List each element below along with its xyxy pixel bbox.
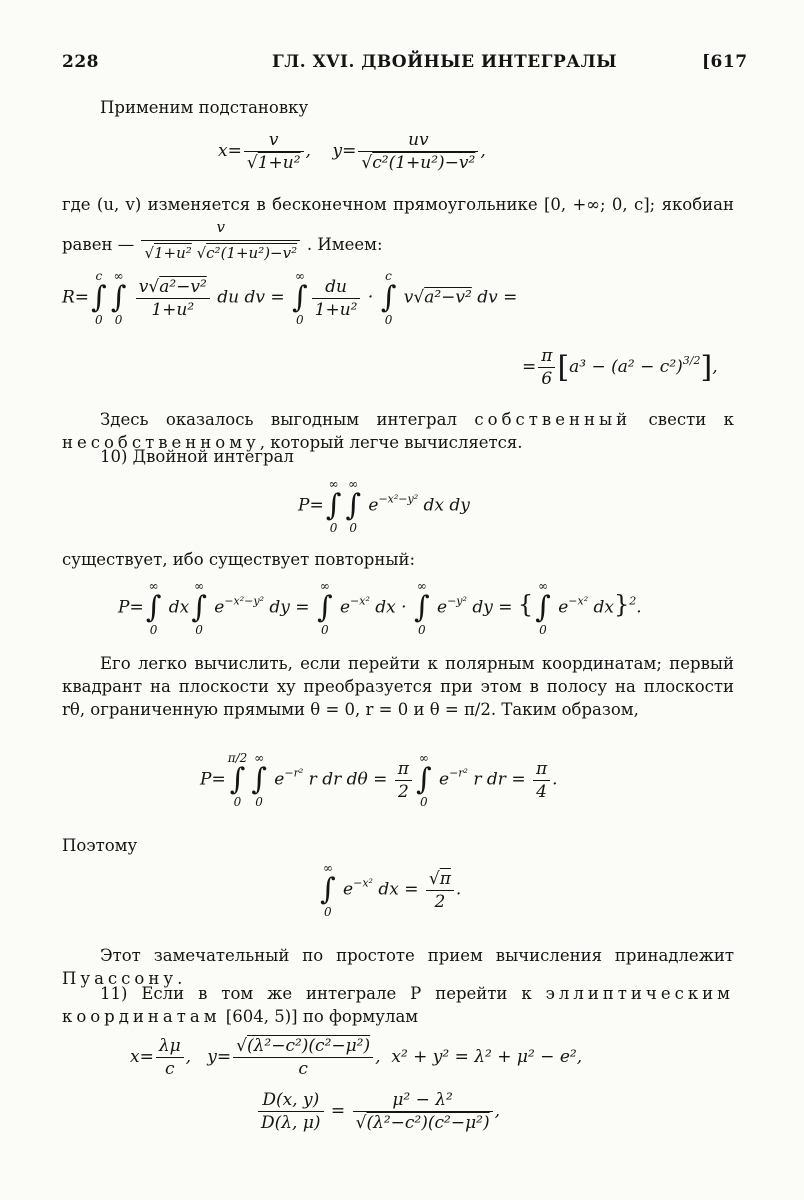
paragraph-jacobian-end: . Имеем: [306, 235, 383, 254]
paragraph-substitution: Применим подстановку [100, 98, 309, 117]
formula-P-polar: P= π/2 ∫ 0 ∞ ∫ 0 $e^{-r^2}$ r dr dθ = $\frac{\pi}{2}$ ∞ ∫ 0 $e^{-r^2}$ r dr = $\frac{\pi}{4}$ . [200, 751, 558, 809]
remark-part-2: свести к [631, 410, 734, 429]
item-11-elliptic: эллиптическим координатам [62, 984, 734, 1026]
formula-jacobian-elliptic: $\frac{D(x, y)}{D(\lambda, \mu)}$ = $\frac{\text{μ² − λ²}}{\text{√(λ²−c²)(c²−μ²)}}$ , [256, 1090, 500, 1133]
formula-elliptic: x= $\frac{\lambda\mu}{c}$ , y= $\frac{\text{√(λ²−c²)(c²−μ²)}}{c}$ , x² + y² = λ² + μ² − e², [130, 1036, 583, 1079]
formula-P-double: P= ∞ ∫ 0 ∞ ∫ 0 $e^{-x^2-y^2}$ dx dy [298, 477, 470, 535]
formula-R-result: = $\frac{\pi}{6}$ $[a^3 - (a^2 - c^2)^{3/2}]$, [522, 346, 718, 389]
formula-P-iterated: P= ∞ ∫ 0 dx ∞ ∫ 0 $e^{-x^2-y^2}$ dy = ∞ ∫ 0 $e^{-x^2}$ dx · ∞ ∫ 0 $e^{-y^2}$ dy = { ∞ ∫ 0 $e^{-x^2}$ dx}$^2$. [118, 579, 642, 637]
section-number: [617 [702, 52, 748, 72]
paragraph-therefore: Поэтому [62, 836, 138, 855]
paragraph-polar: Его легко вычислить, если перейти к полярным координатам; первый квадрант на плоскости xy преобразуется при этом в полосу на плоскости rθ, ограниченную прямыми θ = 0, r = 0 и θ = π/2. Таким образом, [62, 654, 734, 719]
paragraph-iterated: существует, ибо существует повторный: [62, 550, 416, 569]
formula-gauss-integral: ∞ ∫ 0 $e^{-x^2}$ dx = $\frac{√\pi}{2}$ . [320, 861, 462, 919]
formula-jacobian: $\frac{v}{\text{√1+u² √c²(1+u²)−v²}}$ [139, 236, 306, 254]
item-11-part-2: [604, 5)] по формулам [220, 1007, 419, 1026]
remark-proper: собственный [474, 410, 632, 429]
poisson-part-1: Этот замечательный по простоте прием вычисления принадлежит [100, 946, 734, 965]
formula-substitution: x= $\frac{v}{\text{√1+u²}}$ , y= $\frac{uv}{\text{√c²(1+u²)−v²}}$ , [218, 130, 486, 173]
remark-part-1: Здесь оказалось выгодным интеграл [100, 410, 475, 429]
paragraph-jacobian [62, 193, 734, 265]
poisson-name: Пуассону [62, 969, 178, 988]
paragraph-jacobian-text: где (u, v) изменяется в бесконечном прямоугольнике [0, +∞; 0, c]; якобиан равен — [62, 195, 734, 254]
item-11-part-1: 11) Если в том же интеграле P перейти к [100, 984, 546, 1003]
paragraph-item-10: 10) Двойной интеграл [100, 447, 294, 466]
poisson-part-2: . [177, 969, 183, 988]
remark-part-3: , который легче вычисляется. [259, 433, 523, 452]
formula-R: R= c ∫ 0 ∞ ∫ 0 $\frac{\text{v√a²−v²}}{\text{1+u²}}$ du dv = ∞ ∫ 0 $\frac{du}{\text{1+u²}}$ · c ∫ 0 v√a²−v² dv = [62, 269, 518, 327]
page-number: 228 [62, 52, 99, 72]
remark-improper: несобственному [62, 433, 260, 452]
chapter-title: ГЛ. XVI. ДВОЙНЫЕ ИНТЕГРАЛЫ [272, 52, 618, 72]
paragraph-item-11 [62, 982, 734, 1028]
